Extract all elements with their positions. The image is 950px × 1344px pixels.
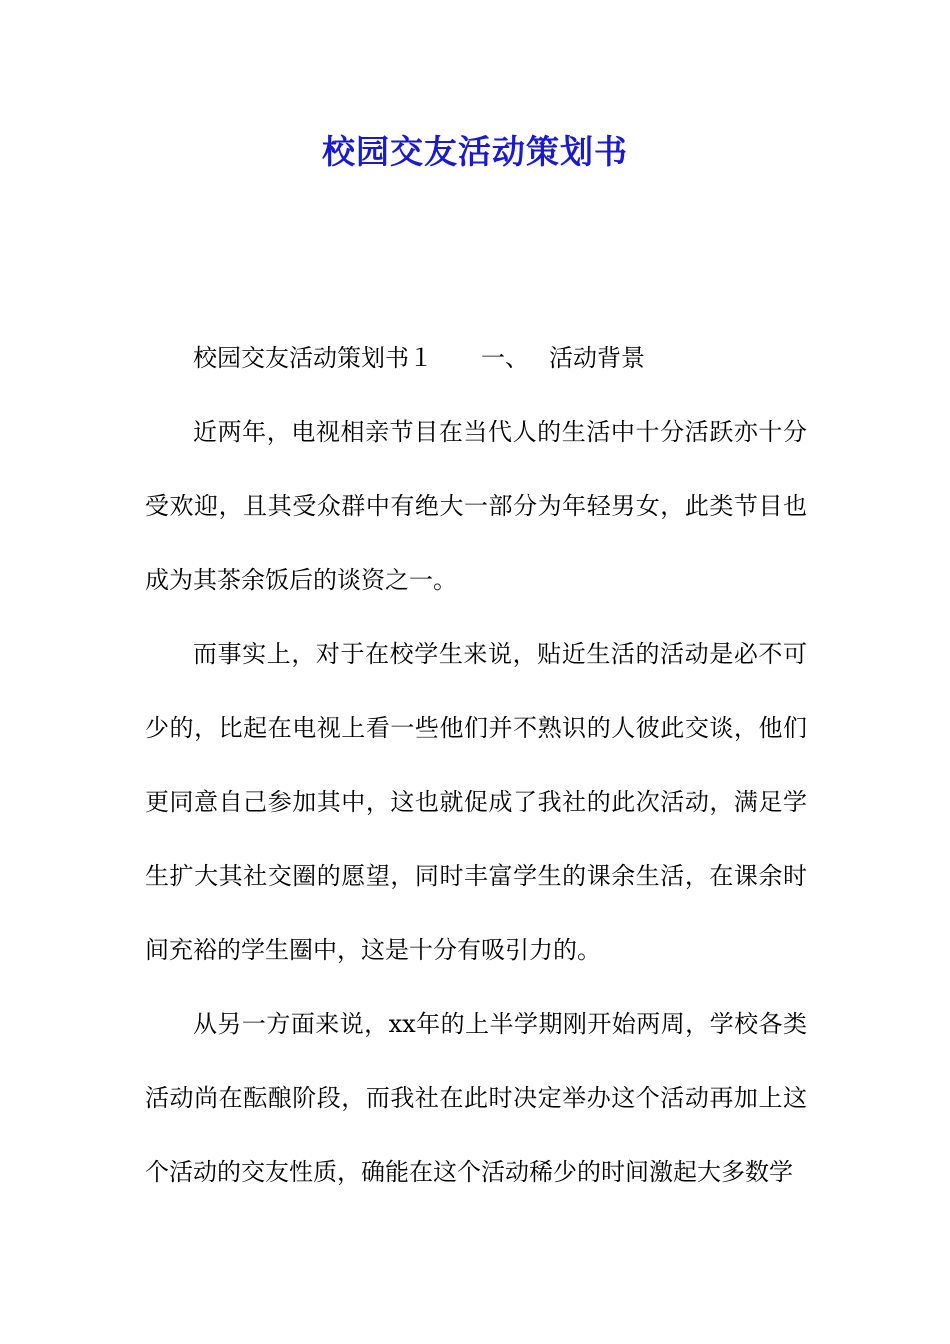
paragraph-3: 从另一方面来说，xx年的上半学期刚开始两周，学校各类活动尚在酝酿阶段，而我社在此时决定举办这个活动再加上这个活动的交友性质，确能在这个活动稀少的时间激起大多数学: [145, 1010, 807, 1186]
section-number: 一、: [481, 344, 529, 372]
document-title: 校园交友活动策划书: [322, 132, 628, 171]
document-body: [145, 321, 807, 1209]
section-heading-line: [145, 321, 807, 395]
paragraph-2: 而事实上，对于在校学生来说，贴近生活的活动是必不可少的，比起在电视上看一些他们并不熟识的人彼此交谈，他们更同意自己参加其中，这也就促成了我社的此次活动，满足学生扩大其社交圈的愿望，同时丰富学生的课余生活，在课余时间充裕的学生圈中，这是十分有吸引力的。: [145, 640, 807, 964]
section-heading: 活动背景: [549, 344, 645, 372]
paragraph-1: 近两年，电视相亲节目在当代人的生活中十分活跃亦十分受欢迎，且其受众群中有绝大一部分为年轻男女，此类节目也成为其茶余饭后的谈资之一。: [145, 418, 807, 594]
section-doc-label: 校园交友活动策划书１: [193, 344, 433, 372]
